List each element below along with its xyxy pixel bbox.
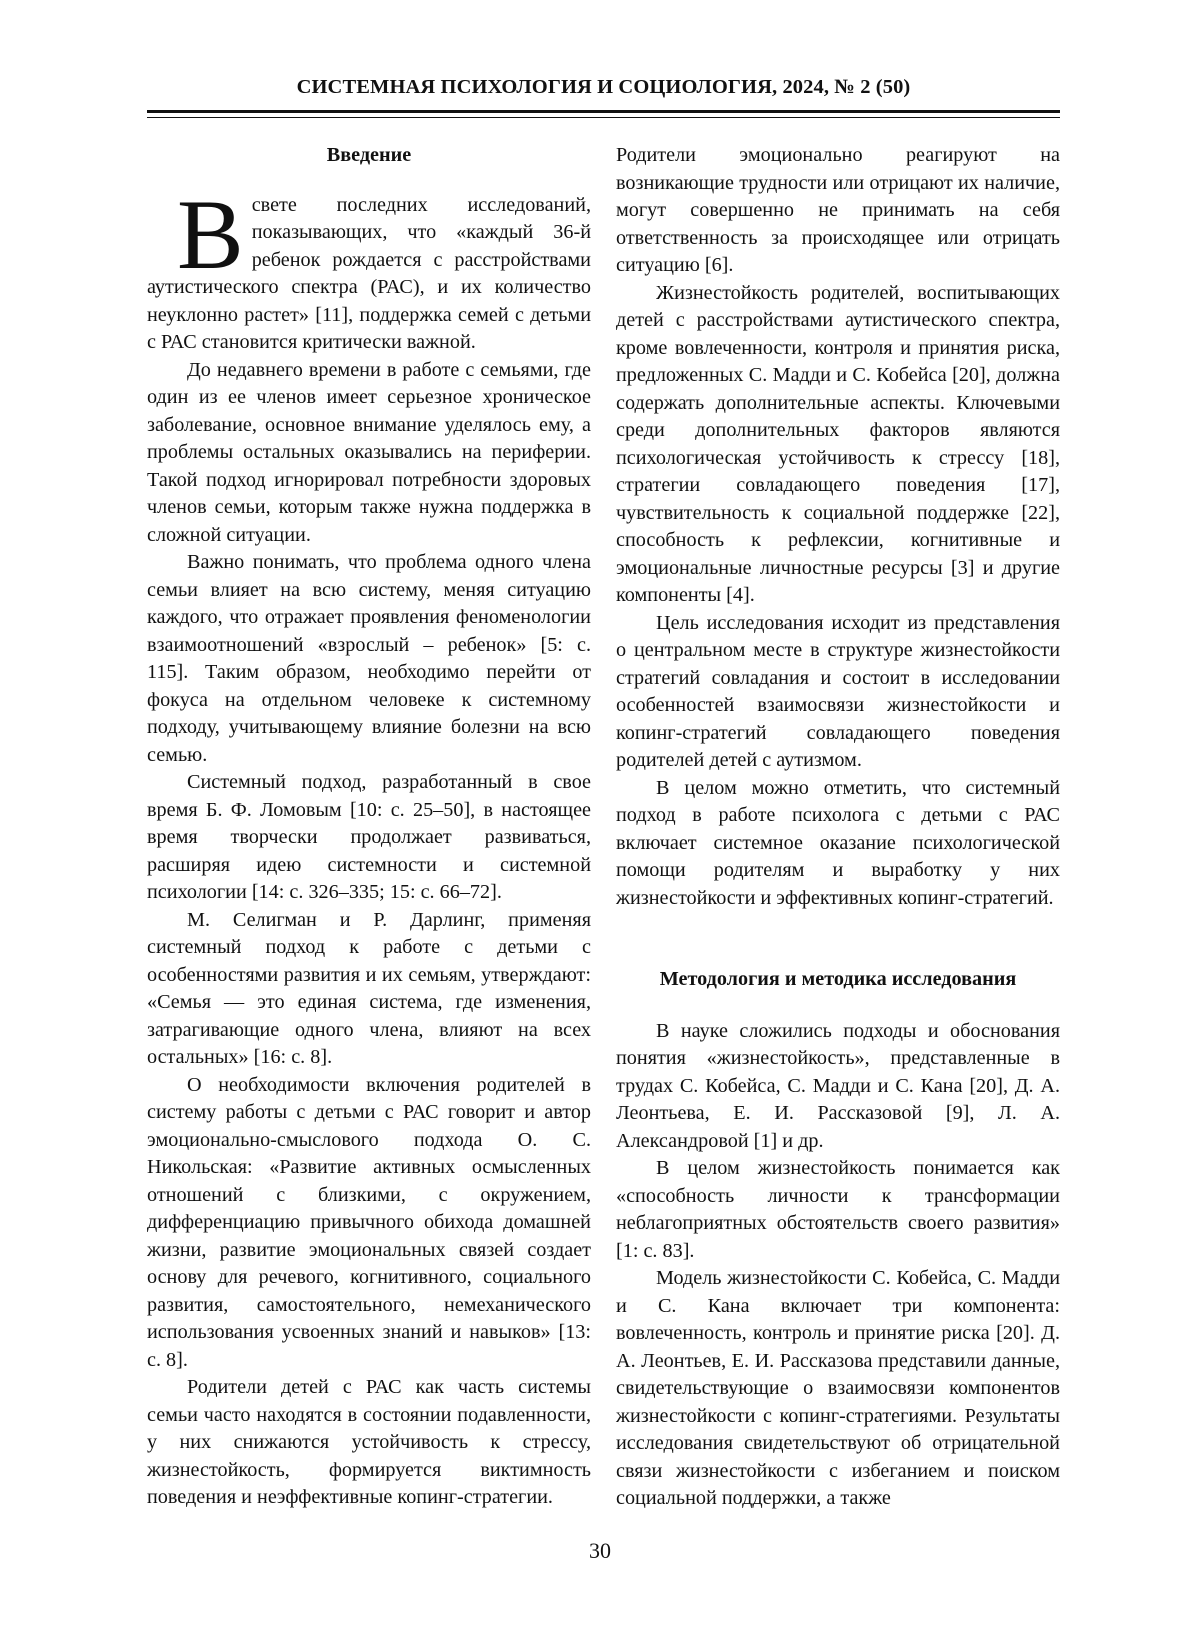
right-column bbox=[616, 142, 1060, 1513]
running-header: СИСТЕМНАЯ ПСИХОЛОГИЯ И СОЦИОЛОГИЯ, 2024, № 2 (50) bbox=[296, 76, 911, 98]
page-number: 30 bbox=[589, 1538, 611, 1563]
body-paragraph-continued: Родители эмоционально реагируют на возникающие трудности или отрицают их наличие, могут совершенно не принимать на себя ответственность за происходящее или отрицать ситуацию [6]. bbox=[616, 144, 1060, 276]
body-paragraph: О необходимости включения родителей в систему работы с детьми с РАС говорит и автор эмоционально-смыслового подхода О. С. Никольская: «Развитие активных осмысленных отношений с близкими, с окружением, дифференциацию привычного обихода домашней жизни, развитие эмоциональных связей создает основу для речевого, когнитивного, социального развития, самостоятельного, немеханического использования усвоенных знаний и навыков» [13: с. 8]. bbox=[147, 1073, 591, 1371]
body-paragraph: Модель жизнестойкости С. Кобейса, С. Мадди и С. Кана включает три компонента: вовлеченность, контроль и принятие риска [20]. Д. А. Леонтьев, Е. И. Рассказова представили данные, свидетельствующие о взаимосвязи компонентов жизнестойкости с копинг-стратегиями. Результаты исследования свидетельствуют об отрицательной связи жизнестойкости с избеганием и поиском социальной поддержки, а также bbox=[616, 1267, 1060, 1509]
body-paragraph: Важно понимать, что проблема одного члена семьи влияет на всю систему, меняя ситуацию каждого, что отражает проявления феноменологии взаимоотношений «взрослый – ребенок» [5: с. 115]. Таким образом, необходимо перейти от фокуса на отдельном человеке к системному подходу, учитывающему влияние болезни на всю семью. bbox=[147, 551, 591, 766]
drop-cap: В bbox=[177, 178, 244, 290]
body-paragraph: До недавнего времени в работе с семьями, где один из ее членов имеет серьезное хроническое заболевание, основное внимание уделялось ему, а проблемы остальных оказывались на периферии. Такой подход игнорировал потребности здоровых членов семьи, которым также нужна поддержка в сложной ситуации. bbox=[147, 358, 591, 546]
body-paragraph: В целом можно отметить, что системный подход в работе психолога с детьми с РАС включает системное оказание психологической помощи родителям и выработку у них жизнестойкости и эффективных копинг-стратегий. bbox=[616, 776, 1060, 909]
left-column bbox=[147, 142, 591, 1512]
header-rule-thick bbox=[147, 110, 1060, 113]
intro-paragraph-text: свете последних исследований, показывающих, что «каждый 36-й ребенок рождается с расстройствами аутистического спектра (РАС), и их количество неуклонно растет» [11], поддержка семей с детьми с РАС становится критически важной. bbox=[147, 193, 591, 353]
body-paragraph: Цель исследования исходит из представления о центральном месте в структуре жизнестойкости стратегий совладания и состоит в исследовании особенностей взаимосвязи жизнестойкости и копинг-стратегий совладающего поведения родителей детей с аутизмом. bbox=[616, 611, 1060, 771]
body-paragraph: В целом жизнестойкость понимается как «способность личности к трансформации неблагоприятных обстоятельств своего развития» [1: с. 83]. bbox=[616, 1157, 1060, 1262]
body-paragraph: Родители детей с РАС как часть системы семьи часто находятся в состоянии подавленности, у них снижаются устойчивость к стрессу, жизнестойкость, формируется виктимность поведения и неэффективные копинг-стратегии. bbox=[147, 1376, 591, 1508]
body-paragraph: В науке сложились подходы и обоснования понятия «жизнестойкость», представленные в трудах С. Кобейса, С. Мадди и С. Кана [20], Д. А. Леонтьева, Е. И. Рассказовой [9], Л. А. Александровой [1] и др. bbox=[616, 1019, 1060, 1152]
body-paragraph: М. Селигман и Р. Дарлинг, применяя системный подход к работе с детьми с особенностями развития и их семьям, утверждают: «Семья — это единая система, где изменения, затрагивающие одного члена, влияют на всех остальных» [16: с. 8]. bbox=[147, 908, 591, 1068]
introduction-heading: Введение bbox=[326, 144, 412, 166]
header-rule-thin bbox=[147, 117, 1060, 118]
body-paragraph: Жизнестойкость родителей, воспитывающих детей с расстройствами аутистического спектра, кроме вовлеченности, контроля и принятия риска, предложенных С. Мадди и С. Кобейса [20], должна содержать дополнительные аспекты. Ключевыми среди дополнительных факторов являются психологическая устойчивость к стрессу [18], стратегии совладающего поведения [17], чувствительность к социальной поддержке [22], способность к рефлексии, когнитивные и эмоциональные личностные ресурсы [3] и другие компоненты [4]. bbox=[616, 281, 1060, 606]
methodology-heading: Методология и методика исследования bbox=[659, 968, 1017, 990]
body-paragraph: Системный подход, разработанный в свое время Б. Ф. Ломовым [10: с. 25–50], в настоящее время творчески продолжает развиваться, расширяя идею системности и системной психологии [14: с. 326–335; 15: с. 66–72]. bbox=[147, 771, 591, 903]
intro-paragraph bbox=[147, 178, 591, 357]
